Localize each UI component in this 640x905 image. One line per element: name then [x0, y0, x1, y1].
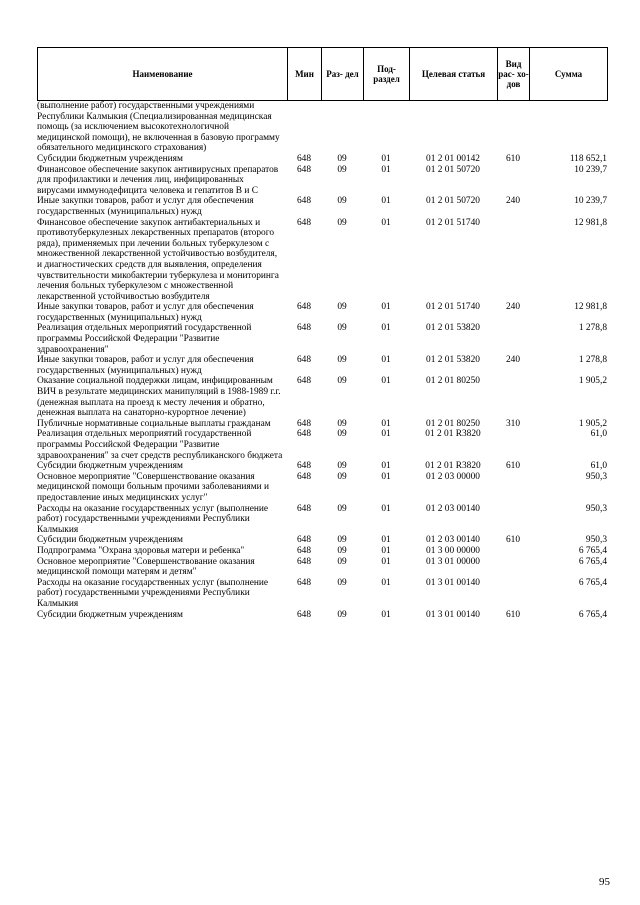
table-row	[37, 504, 607, 536]
row-name: Публичные нормативные социальные выплаты гражданам	[37, 418, 271, 429]
row-vid	[497, 557, 529, 578]
row-target	[409, 101, 497, 154]
table-row	[37, 196, 607, 217]
row-target: 01 2 01 53820	[426, 355, 480, 366]
row-podrazdel: 01	[381, 471, 391, 482]
table-row	[37, 323, 607, 355]
row-vid: 240	[505, 302, 521, 313]
row-sum: 1 278,8	[578, 323, 607, 334]
row-podrazdel: 01	[381, 503, 391, 514]
row-target: 01 2 03 00000	[426, 471, 480, 482]
row-target: 01 2 01 51740	[426, 302, 480, 313]
row-target: 01 2 01 00142	[426, 153, 480, 164]
row-name: Подпрограмма "Охрана здоровья матери и ребенка"	[37, 545, 245, 556]
row-name: Реализация отдельных мероприятий государственной программы Российской Федерации "Развитие здравоохранения" за счет средств республиканского бюджета	[37, 429, 283, 461]
row-podrazdel: 01	[381, 556, 391, 567]
row-vid	[497, 472, 529, 504]
row-podrazdel: 01	[381, 355, 391, 366]
row-min: 648	[296, 429, 312, 440]
row-razdel: 09	[337, 503, 347, 514]
row-razdel: 09	[337, 355, 347, 366]
row-min: 648	[296, 535, 312, 546]
row-target: 01 2 01 80250	[426, 418, 480, 429]
row-min: 648	[296, 196, 312, 207]
row-name: Реализация отдельных мероприятий государственной программы Российской Федерации "Развитие здравоохранения"	[37, 323, 252, 355]
row-sum: 10 239,7	[574, 196, 607, 207]
row-sum: 6 765,4	[578, 609, 607, 620]
row-sum: 61,0	[590, 429, 607, 440]
row-min: 648	[296, 471, 312, 482]
row-razdel: 09	[337, 376, 347, 387]
row-target: 01 2 01 50720	[426, 164, 480, 175]
row-min: 648	[296, 577, 312, 588]
row-min: 648	[296, 609, 312, 620]
row-podrazdel: 01	[381, 196, 391, 207]
row-target: 01 3 01 00000	[426, 556, 480, 567]
row-sum: 61,0	[590, 461, 607, 472]
table-row	[37, 165, 607, 197]
row-podrazdel: 01	[381, 609, 391, 620]
row-podrazdel: 01	[381, 418, 391, 429]
table-row	[37, 578, 607, 610]
row-razdel: 09	[337, 609, 347, 620]
row-razdel: 09	[337, 577, 347, 588]
row-vid: 310	[505, 418, 521, 429]
row-podrazdel: 01	[381, 577, 391, 588]
row-target: 01 3 01 00140	[426, 577, 480, 588]
table-row	[37, 376, 607, 418]
row-razdel: 09	[337, 164, 347, 175]
row-vid: 240	[505, 196, 521, 207]
table-row	[37, 461, 607, 472]
row-vid	[497, 165, 529, 197]
row-razdel: 09	[337, 196, 347, 207]
page-number: 95	[599, 876, 610, 888]
row-min: 648	[296, 556, 312, 567]
row-name: (выполнение работ) государственными учреждениями Республики Калмыкия (Специализированная медицинская помощь (за исключением высокотехнологичной медицинской помощи), не включенная в базовую программу обязательного медицинского страхования)	[37, 101, 280, 154]
row-name: Оказание социальной поддержки лицам, инфицированным ВИЧ в результате медицинских манипуляций в 1988-1989 г.г. (денежная выплата на проезд к месту лечения и обратно, денежная выплата на санаторно-курортное лечение)	[37, 376, 281, 419]
row-vid	[497, 578, 529, 610]
row-min: 648	[296, 418, 312, 429]
row-target: 01 2 01 R3820	[425, 429, 481, 440]
row-podrazdel: 01	[381, 323, 391, 334]
row-name: Расходы на оказание государственных услуг (выполнение работ) государственными учреждениями Республики Калмыкия	[37, 503, 269, 535]
row-sum: 10 239,7	[574, 164, 607, 175]
row-razdel: 09	[337, 323, 347, 334]
row-podrazdel: 01	[381, 376, 391, 387]
table-row	[37, 557, 607, 578]
header-podrazdel: Под- раздел	[364, 48, 410, 101]
row-target: 01 2 01 R3820	[425, 461, 481, 472]
row-min: 648	[296, 323, 312, 334]
row-razdel: 09	[337, 302, 347, 313]
row-razdel: 09	[337, 418, 347, 429]
row-min: 648	[296, 355, 312, 366]
row-name: Иные закупки товаров, работ и услуг для обеспечения государственных (муниципальных) нужд	[37, 196, 254, 217]
row-podrazdel: 01	[381, 429, 391, 440]
row-sum: 12 981,8	[574, 217, 607, 228]
table-row	[37, 218, 607, 303]
row-podrazdel	[363, 101, 409, 154]
table-header	[37, 47, 608, 101]
row-target: 01 2 01 51740	[426, 217, 480, 228]
row-vid: 610	[505, 609, 521, 620]
row-min: 648	[296, 545, 312, 556]
header-razdel: Раз- дел	[322, 48, 364, 101]
row-podrazdel: 01	[381, 164, 391, 175]
row-target: 01 2 01 80250	[426, 376, 480, 387]
row-sum: 6 765,4	[578, 545, 607, 556]
row-min	[287, 101, 321, 154]
row-podrazdel: 01	[381, 302, 391, 313]
header-min: Мин	[288, 48, 322, 101]
row-name: Финансовое обеспечение закупок антибактериальных и противотуберкулезных лекарственных препаратов (второго ряда), применяемых при лечении больных туберкулезом с множественной лекарственной устойчивостью возбудителя, и диагностических средств для выявления, определения чувствительности микобактерии туберкулеза и мониторинга лечения больных туберкулезом с множественной лекарственной устойчивостью возбудителя	[37, 217, 279, 302]
row-min: 648	[296, 164, 312, 175]
row-razdel: 09	[337, 429, 347, 440]
row-sum: 950,3	[585, 471, 607, 482]
row-vid	[497, 504, 529, 536]
row-podrazdel: 01	[381, 461, 391, 472]
header-vid: Вид рас- хо- дов	[498, 48, 530, 101]
header-sum: Сумма	[530, 48, 608, 101]
row-vid	[497, 546, 529, 557]
row-vid	[497, 376, 529, 418]
table-row	[37, 302, 607, 323]
row-min: 648	[296, 376, 312, 387]
row-name: Основное мероприятие "Совершенствование оказания медицинской помощи матерям и детям"	[37, 556, 255, 578]
table-row	[37, 101, 607, 154]
row-sum	[529, 101, 607, 154]
table-row	[37, 419, 607, 430]
row-sum: 1 278,8	[578, 355, 607, 366]
row-vid: 610	[505, 535, 521, 546]
row-min: 648	[296, 217, 312, 228]
row-sum: 118 652,1	[569, 153, 607, 164]
row-min: 648	[296, 461, 312, 472]
header-name: Наименование	[38, 48, 288, 101]
budget-table	[37, 101, 607, 620]
row-target: 01 3 00 00000	[426, 545, 480, 556]
row-razdel: 09	[337, 153, 347, 164]
row-min: 648	[296, 153, 312, 164]
row-name: Субсидии бюджетным учреждениям	[37, 609, 183, 620]
row-target: 01 2 03 00140	[426, 503, 480, 514]
row-sum: 1 905,2	[578, 418, 607, 429]
row-sum: 12 981,8	[574, 302, 607, 313]
table-row	[37, 610, 607, 621]
row-razdel: 09	[337, 217, 347, 228]
row-name: Субсидии бюджетным учреждениям	[37, 153, 183, 164]
row-vid	[497, 101, 529, 154]
row-razdel: 09	[337, 535, 347, 546]
row-name: Субсидии бюджетным учреждениям	[37, 535, 183, 546]
row-vid	[497, 218, 529, 303]
table-row	[37, 546, 607, 557]
row-name: Финансовое обеспечение закупок антивирусных препаратов для профилактики и лечения лиц, инфицированных вирусами иммунодефицита человека и гепатитов В и С	[37, 164, 279, 196]
row-target: 01 3 01 00140	[426, 609, 480, 620]
row-razdel	[321, 101, 363, 154]
row-sum: 950,3	[585, 535, 607, 546]
row-sum: 6 765,4	[578, 556, 607, 567]
row-podrazdel: 01	[381, 217, 391, 228]
row-vid: 610	[505, 461, 521, 472]
row-podrazdel: 01	[381, 153, 391, 164]
table-row	[37, 355, 607, 376]
row-min: 648	[296, 302, 312, 313]
row-name: Иные закупки товаров, работ и услуг для обеспечения государственных (муниципальных) нужд	[37, 302, 254, 323]
row-name: Субсидии бюджетным учреждениям	[37, 461, 183, 472]
row-vid	[497, 429, 529, 461]
table-row	[37, 472, 607, 504]
row-podrazdel: 01	[381, 545, 391, 556]
table-row	[37, 429, 607, 461]
row-sum: 1 905,2	[578, 376, 607, 387]
row-name: Расходы на оказание государственных услуг (выполнение работ) государственными учреждениями Республики Калмыкия	[37, 577, 269, 609]
row-vid	[497, 323, 529, 355]
row-target: 01 2 01 53820	[426, 323, 480, 334]
row-name: Иные закупки товаров, работ и услуг для обеспечения государственных (муниципальных) нужд	[37, 355, 254, 376]
table-row	[37, 154, 607, 165]
table-row	[37, 535, 607, 546]
row-podrazdel: 01	[381, 535, 391, 546]
row-sum: 6 765,4	[578, 577, 607, 588]
row-name: Основное мероприятие "Совершенствование оказания медицинской помощи больным прочими заболеваниями и предоставление иных медицинских услуг"	[37, 471, 270, 503]
row-razdel: 09	[337, 545, 347, 556]
header-target: Целевая статья	[410, 48, 498, 101]
row-razdel: 09	[337, 556, 347, 567]
row-min: 648	[296, 503, 312, 514]
row-vid: 610	[505, 153, 521, 164]
row-target: 01 2 01 50720	[426, 196, 480, 207]
row-target: 01 2 03 00140	[426, 535, 480, 546]
row-vid: 240	[505, 355, 521, 366]
row-razdel: 09	[337, 471, 347, 482]
row-razdel: 09	[337, 461, 347, 472]
row-sum: 950,3	[585, 503, 607, 514]
